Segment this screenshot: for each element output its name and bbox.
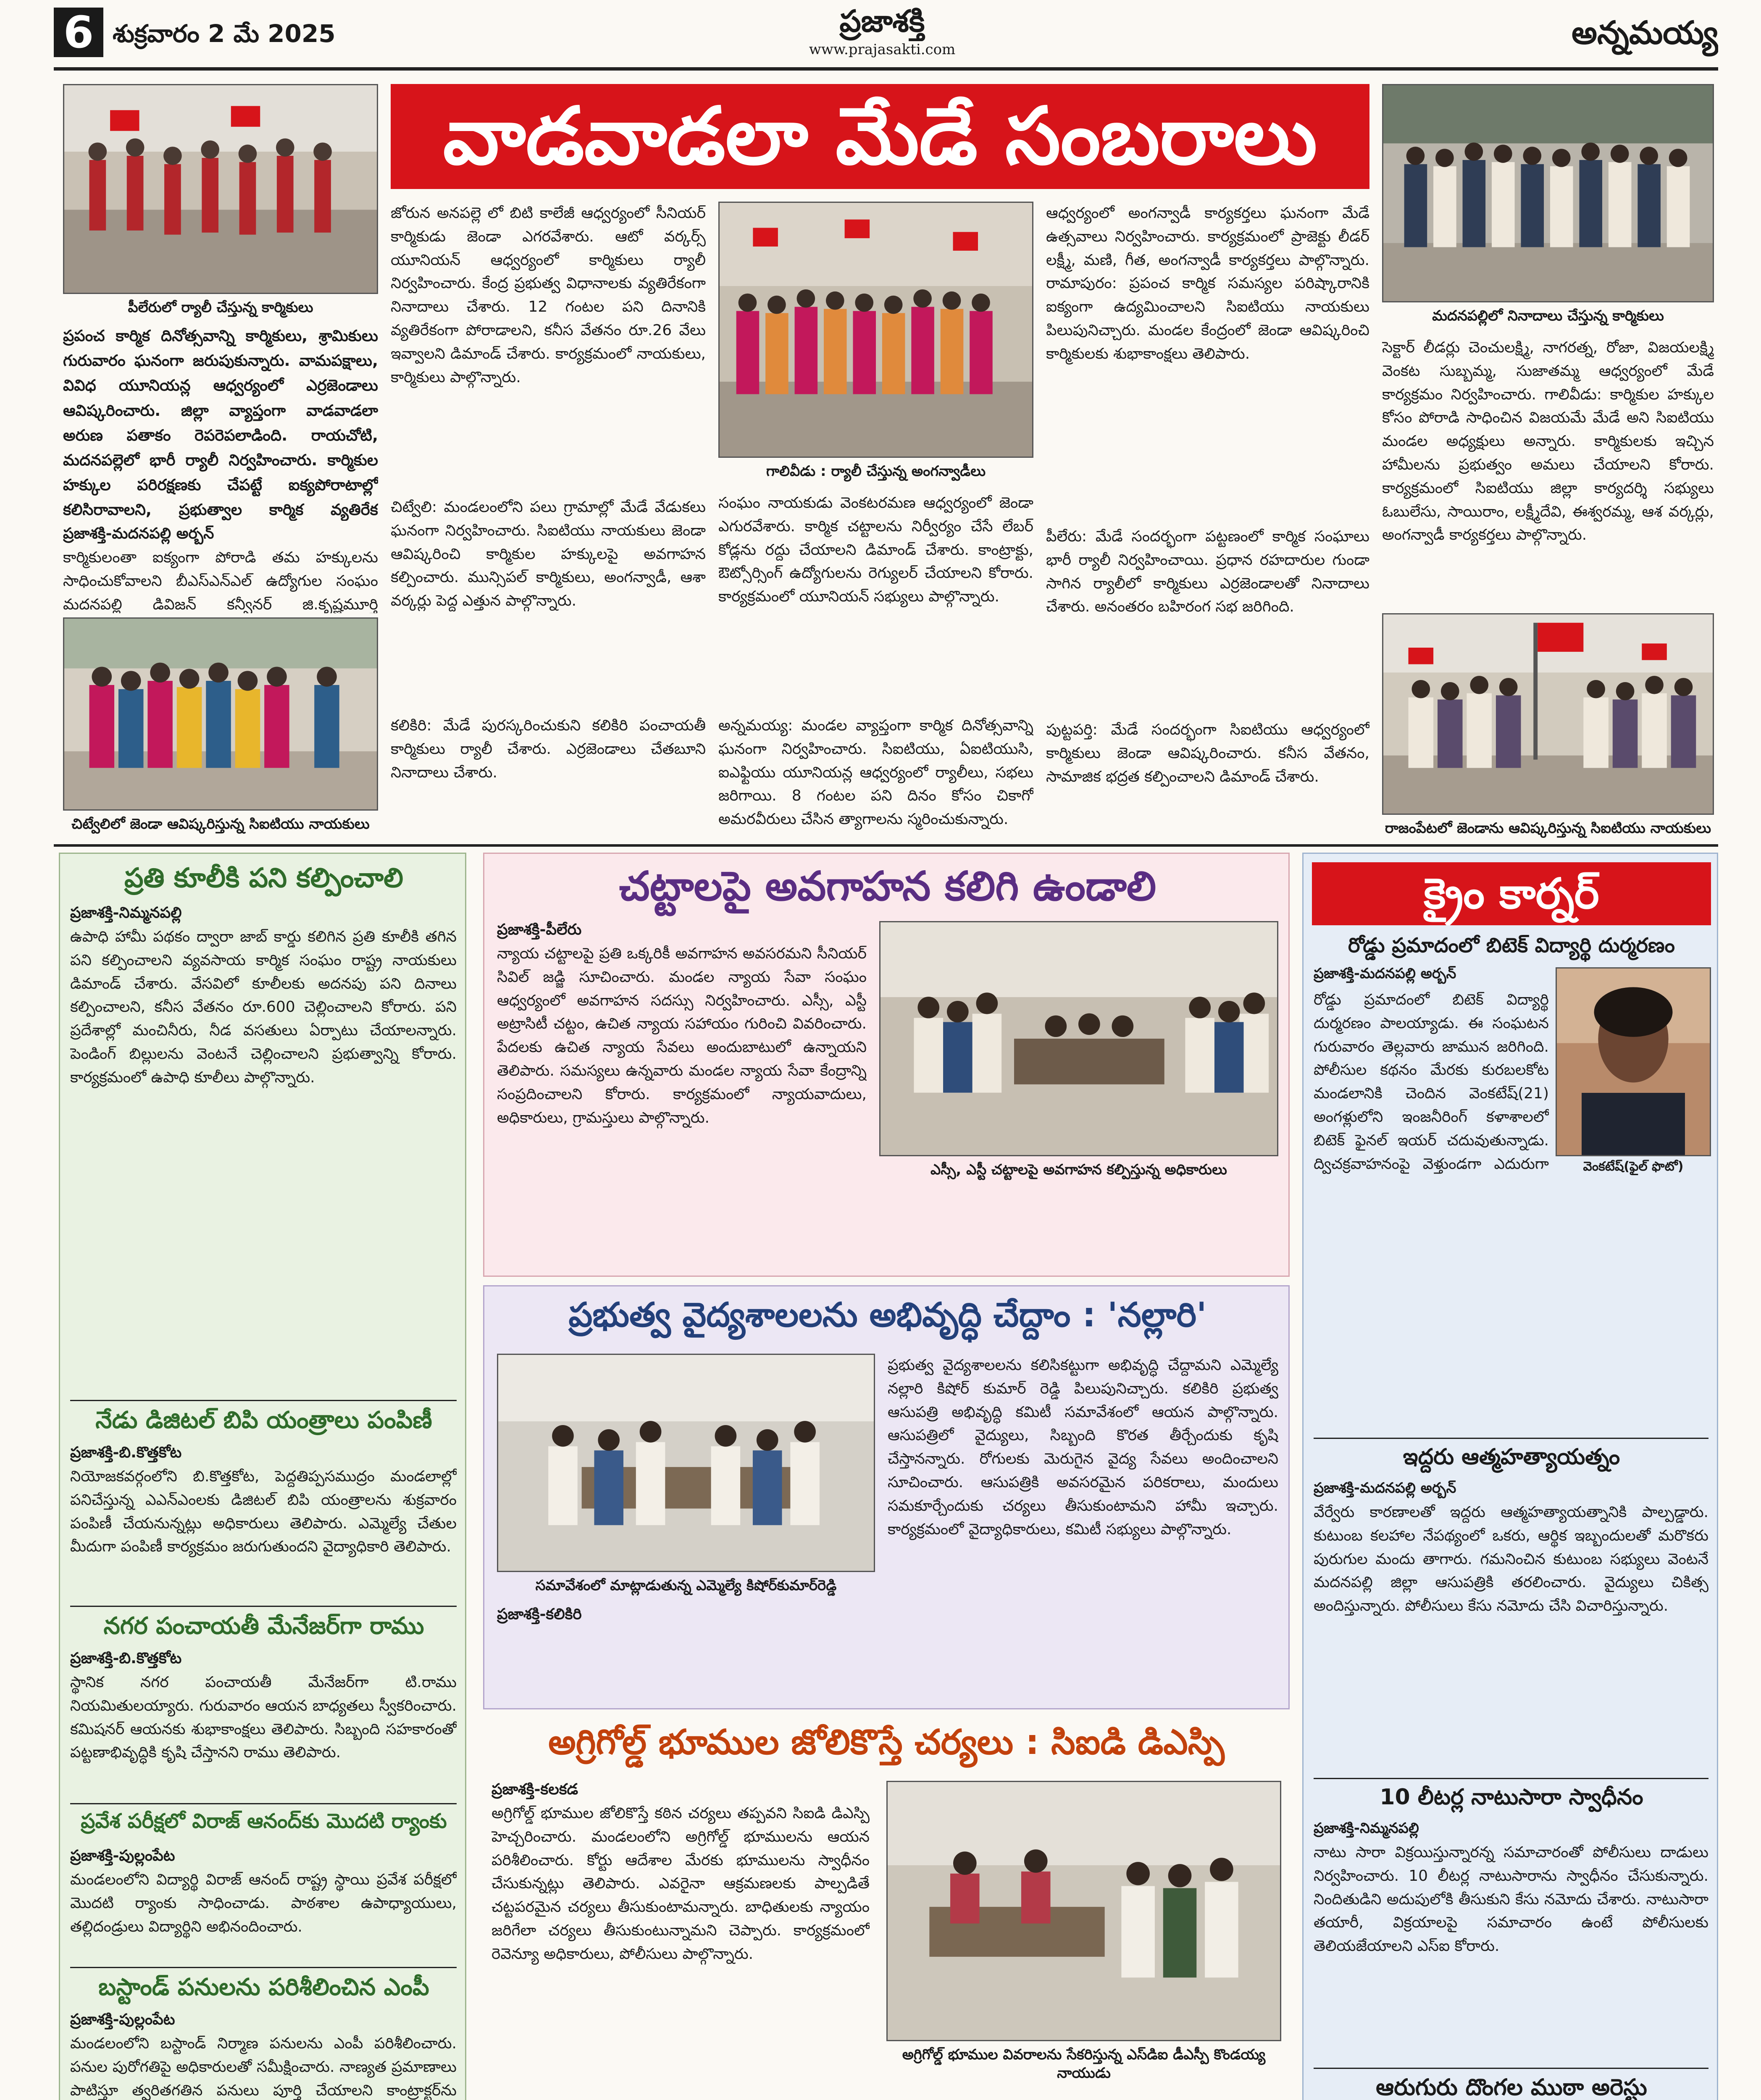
lead-headline: వాడవాడలా మేడే సంబరాలు: [443, 90, 1317, 182]
left-s4-dateline: ప్రజాశక్తి-పుల్లంపేట: [70, 1847, 175, 1864]
lead-body-4: కలికిరి: మేడే పురస్కరించుకుని కలికిరి పంచాయతీ కార్మికులు ర్యాలీ చేశారు. ఎర్రజెండాలు చేతబూని నినాదాలు చేశారు.: [391, 717, 706, 781]
caption-crime-s1: వెంకటేష్(ఫైల్ ఫొటో): [1583, 1159, 1684, 1174]
crime-s1-dateline: ప్రజాశక్తి-మదనపల్లి అర్బన్: [1314, 965, 1456, 982]
crime-s3-body: నాటు సారా విక్రయిస్తున్నారన్న సమాచారంతో పోలీసులు దాడులు నిర్వహించారు. 10 లీటర్ల నాటుసారాను స్వాధీనం చేసుకున్నారు. నిందితుడిని అదుపులోకి తీసుకుని కేసు నమోదు చేశారు. నాటుసారా తయారీ, విక్రయాలపై సమాచారం ఉంటే పోలీసులకు తెలియజేయాలని ఎస్ఐ కోరారు.: [1314, 1844, 1708, 1955]
website: www.prajasakti.com: [809, 41, 956, 58]
center-s1-box: [483, 853, 1290, 1277]
left-s3-headline: నగర పంచాయతీ మేనేజర్‌గా రాము: [103, 1612, 424, 1640]
center-s3-body: అగ్రిగోల్డ్ భూముల జోలికొస్తే కఠిన చర్యలు తప్పవని సిఐడి డిఎస్పి హెచ్చరించారు. మండలంలోని అగ్రిగోల్డ్ భూములను ఆయన పరిశీలించారు. కోర్టు ఆదేశాల మేరకు భూములను స్వాధీనం చేసుకున్నట్లు తెలిపారు. ఎవరైనా ఆక్రమణలకు పాల్పడితే చట్టపరమైన చర్యలు తీసుకుంటామన్నారు. బాధితులకు న్యాయం జరిగేలా చర్యలు తీసుకుంటున్నామని చెప్పారు. కార్యక్రమంలో రెవెన్యూ అధికారులు, పోలీసులు పాల్గొన్నారు.: [492, 1805, 870, 1963]
masthead-rule: [54, 67, 1718, 71]
left-s2-headline: నేడు డిజిటల్ బిపి యంత్రాలు పంపిణీ: [95, 1407, 432, 1434]
paper-name: ప్రజాశక్తి: [839, 3, 925, 39]
left-s1-body: ఉపాధి హామీ పథకం ద్వారా జాబ్ కార్డు కలిగిన ప్రతి కూలీకి తగిన పని కల్పించాలని వ్యవసాయ కార్మిక సంఘం రాష్ట్ర నాయకులు డిమాండ్ చేశారు. వేసవిలో కూలీలకు అదనపు పని దినాలు కల్పించాలని, కనీస వేతనం రూ.600 చెల్లించాలని కోరారు. పని ప్రదేశాల్లో మంచినీరు, నీడ వసతులు ఏర్పాటు చేయాలన్నారు. పెండింగ్ బిల్లులను వెంటనే చెల్లించాలని ప్రభుత్వాన్ని కోరారు. కార్యక్రమంలో ఉపాధి కూలీలు పాల్గొన్నారు.: [70, 928, 457, 1086]
left-sep-3: [70, 1803, 457, 1804]
center-s2-dateline: ప్రజాశక్తి-కలికిరి: [497, 1606, 582, 1623]
photo-hospital-meeting: [497, 1354, 875, 1572]
left-s4-body: మండలంలోని విద్యార్థి విరాజ్ ఆనంద్ రాష్ట్ర స్థాయి ప్రవేశ పరీక్షలో మొదటి ర్యాంకు సాధించాడు. పాఠశాల ఉపాధ్యాయులు, తల్లిదండ్రులు విద్యార్థిని అభినందించారు.: [70, 1871, 457, 1935]
crime-s3-headline: 10 లీటర్ల నాటుసారా స్వాధీనం: [1380, 1785, 1643, 1810]
crime-s2-dateline: ప్రజాశక్తి-మదనపల్లి అర్బన్: [1314, 1480, 1456, 1496]
photo-venkatesh: [1556, 967, 1711, 1156]
lead-body-7: ఆధ్వర్యంలో అంగన్వాడీ కార్యకర్తలు ఘనంగా మేడే ఉత్సవాలు నిర్వహించారు. కార్యక్రమంలో ప్రాజెక్టు లీడర్ లక్ష్మీ, మణి, గీత, అంగన్వాడీ కార్యకర్తలు పాల్గొన్నారు. రామాపురం: ప్రపంచ కార్మిక సమస్యల పరిష్కారానికి ఐక్యంగా ఉద్యమించాలని సిఐటియు నాయకులు పిలుపునిచ్చారు. మండల కేంద్రంలో జెండా ఆవిష్కరించి కార్మికులకు శుభాకాంక్షలు తెలిపారు.: [1046, 205, 1369, 362]
crime-s3-dateline: ప్రజాశక్తి-నిమ్మనపల్లి: [1314, 1820, 1419, 1837]
left-s4-headline: ప్రవేశ పరీక్షలో విరాజ్ ఆనంద్‌కు మొదటి ర్యాంకు: [81, 1809, 447, 1833]
crime-s2-body: వేర్వేరు కారణాలతో ఇద్దరు ఆత్మహత్యాయత్నానికి పాల్పడ్డారు. కుటుంబ కలహాల నేపథ్యంలో ఒకరు, ఆర్థిక ఇబ్బందులతో మరొకరు పురుగుల మందు తాగారు. గమనించిన కుటుంబ సభ్యులు వెంటనే మదనపల్లి జిల్లా ఆసుపత్రికి తరలించారు. వైద్యులు చికిత్స అందిస్తున్నారు. పోలీసులు కేసు నమోదు చేసి విచారిస్తున్నారు.: [1314, 1504, 1708, 1615]
caption-center-s1: ఎస్సీ, ఎస్టీ చట్టాలపై అవగాహన కల్పిస్తున్న అధికారులు: [930, 1161, 1227, 1178]
crime-corner-title: క్రైం కార్నర్: [1424, 869, 1599, 918]
center-s2-box: [483, 1285, 1290, 1709]
crime-sep-2: [1314, 1778, 1708, 1779]
masthead: [0, 0, 1761, 63]
lead-dateline: ప్రజాశక్తి-మదనపల్లి అర్బన్: [63, 525, 214, 542]
crime-s1-body: రోడ్డు ప్రమాదంలో బిటెక్ విద్యార్థి దుర్మరణం పాలయ్యాడు. ఈ సంఘటన గురువారం తెల్లవారు జామున జరిగింది. పోలీసుల కథనం మేరకు కురబలకోట మండలానికి చెందిన వెంకటేష్(21) అంగళ్లులోని ఇంజనీరింగ్ కళాశాలలో బిటెక్ ఫైనల్ ఇయర్ చదువుతున్నాడు. ద్విచక్రవాహనంపై వెళ్తుండగా ఎదురుగా: [1314, 991, 1549, 1173]
photo-rajampet-flag: [1382, 613, 1714, 815]
left-s2-dateline: ప్రజాశక్తి-బి.కొత్తకోట: [70, 1444, 182, 1461]
caption-center-s3: అగ్రిగోల్డ్ భూముల వివరాలను సేకరిస్తున్న ఎస్‌డిఐ డీఎస్పీ కొండయ్య నాయుడు: [902, 2046, 1266, 2082]
photo-awareness-meeting: [879, 921, 1278, 1156]
crime-s4-headline: ఆరుగురు దొంగల ముఠా అరెస్టు: [1376, 2074, 1647, 2100]
left-sep-1: [70, 1400, 457, 1401]
lead-body-5: సంఘం నాయకుడు వెంకటరమణ ఆధ్వర్యంలో జెండా ఎగురవేశారు. కార్మిక చట్టాలను నిర్వీర్యం చేసే లేబర్ కోడ్లను రద్దు చేయాలని డిమాండ్ చేశారు. కాంట్రాక్టు, ఔట్సోర్సింగ్ ఉద్యోగులను రెగ్యులర్ చేయాలని కోరారు. కార్యక్రమంలో యూనియన్ సభ్యులు పాల్గొన్నారు.: [718, 494, 1033, 606]
lead-body-8: పీలేరు: మేడే సందర్భంగా పట్టణంలో కార్మిక సంఘాలు భారీ ర్యాలీ నిర్వహించాయి. ప్రధాన రహదారుల గుండా సాగిన ర్యాలీలో కార్మికులు ఎర్రజెండాలతో నినాదాలు చేశారు. అనంతరం బహిరంగ సభ జరిగింది.: [1046, 528, 1369, 616]
caption-center-s2: సమావేశంలో మాట్లాడుతున్న ఎమ్మెల్యే కిషోర్‌కుమార్‌రెడ్డి: [535, 1577, 837, 1594]
caption-p4: మదనపల్లిలో నినాదాలు చేస్తున్న కార్మికులు: [1432, 307, 1664, 324]
left-sep-4: [70, 1967, 457, 1968]
lead-body-6: అన్నమయ్య: మండల వ్యాప్తంగా కార్మిక దినోత్సవాన్ని ఘనంగా నిర్వహించారు. సిఐటియు, ఏఐటియుసి, ఐఎఫ్టియు యూనియన్ల ఆధ్వర్యంలో ర్యాలీలు, సభలు జరిగాయి. 8 గంటల పని దినం కోసం చికాగో అమరవీరులు చేసిన త్యాగాలను స్మరించుకున్నారు.: [718, 717, 1033, 828]
left-column-box: [59, 853, 466, 2100]
lead-body-10: సెక్టార్ లీడర్లు చెంచులక్ష్మి, నాగరత్న, రోజా, విజయలక్ష్మి వెంకట సుబ్బమ్మ, సుజాతమ్మ ఆధ్వర్యంలో మేడే కార్యక్రమం నిర్వహించారు. గాలివీడు: కార్మికుల హక్కుల కోసం పోరాడి సాధించిన విజయమే మేడే అని సిఐటియు మండల అధ్యక్షులు అన్నారు. కార్మికులకు ఇచ్చిన హామీలను ప్రభుత్వం అమలు చేయాలని కోరారు. కార్యక్రమంలో సిఐటియు జిల్లా కార్యదర్శి సభ్యులు ఓబులేసు, సాయిరాం, లక్ష్మీదేవి, ఈశ్వరమ్మ, ఆశ వర్కర్లు, అంగన్వాడీ కార్యకర్తలు పాల్గొన్నారు.: [1382, 339, 1714, 544]
lead-headline-banner: [391, 84, 1369, 189]
crime-s2-headline: ఇద్దరు ఆత్మహత్యాయత్నం: [1403, 1444, 1620, 1470]
photo-chitveli-flag: [63, 617, 378, 811]
caption-p1: పీలేరులో ర్యాలీ చేస్తున్న కార్మికులు: [128, 299, 313, 316]
center-s3-headline: అగ్రిగోల్డ్ భూముల జోలికొస్తే చర్యలు : సిఐడి డిఎస్పి: [548, 1722, 1225, 1762]
issue-date: శుక్రవారం 2 మే 2025: [113, 19, 336, 48]
left-s5-headline: బస్టాండ్ పనులను పరిశీలించిన ఎంపీ: [98, 1974, 429, 2001]
crime-s1-headline: రోడ్డు ప్రమాదంలో బిటెక్ విద్యార్థి దుర్మరణం: [1348, 934, 1675, 957]
caption-p2: చిట్వేలిలో జెండా ఆవిష్కరిస్తున్న సిఐటియు నాయకులు: [71, 816, 370, 832]
lead-bottom-rule: [54, 844, 1718, 847]
photo-galiveedu-anganwadi: [718, 202, 1033, 458]
center-s1-dateline: ప్రజాశక్తి-పీలేరు: [497, 921, 582, 938]
center-s1-body: న్యాయ చట్టాలపై ప్రతి ఒక్కరికీ అవగాహన అవసరమని సీనియర్ సివిల్ జడ్జి సూచించారు. మండల న్యాయ సేవా సంఘం ఆధ్వర్యంలో అవగాహన సదస్సు నిర్వహించారు. ఎస్సీ, ఎస్టీ అట్రాసిటీ చట్టం, ఉచిత న్యాయ సహాయం గురించి వివరించారు. పేదలకు ఉచిత న్యాయ సేవలు అందుబాటులో ఉన్నాయని తెలిపారు. సమస్యలు ఉన్నవారు మండల న్యాయ సేవా కేంద్రాన్ని సంప్రదించాలని కోరారు. కార్యక్రమంలో న్యాయవాదులు, అధికారులు, గ్రామస్తులు పాల్గొన్నారు.: [497, 945, 867, 1126]
photo-madanapalli-slogans: [1382, 84, 1714, 302]
lead-body-2: జోరున అనపల్లె లో బిటి కాలేజీ ఆధ్వర్యంలో సీనియర్ కార్మికుడు జెండా ఎగరవేశారు. ఆటో వర్కర్స్ యూనియన్ ఆధ్వర్యంలో కార్మికులు ర్యాలీ నిర్వహించారు. కేంద్ర ప్రభుత్వ విధానాలకు వ్యతిరేకంగా నినాదాలు చేశారు. 12 గంటల పని దినానికి వ్యతిరేకంగా పోరాడాలని, కనీస వేతనం రూ.26 వేలు ఇవ్వాలని డిమాండ్ చేశారు. కార్యక్రమంలో నాయకులు, కార్మికులు పాల్గొన్నారు.: [391, 205, 706, 386]
crime-corner-banner: [1312, 862, 1711, 925]
lead-intro: ప్రపంచ కార్మిక దినోత్సవాన్ని కార్మికులు, శ్రామికులు గురువారం ఘనంగా జరుపుకున్నారు. వామపక్షాలు, వివిధ యూనియన్ల ఆధ్వర్యంలో ఎర్రజెండాలు ఆవిష్కరించారు. జిల్లా వ్యాప్తంగా వాడవాడలా అరుణ పతాకం రెపరెపలాడింది. రాయచోటి, మదనపల్లెలో భారీ ర్యాలీ నిర్వహించారు. కార్మికుల హక్కుల పరిరక్షణకు చేపట్టే ఐక్యపోరాటాల్లో కలిసిరావాలని, ప్రభుత్వాల కార్మిక వ్యతిరేక: [63, 327, 378, 519]
center-s3-box: [483, 1718, 1290, 2100]
left-s3-body: స్థానిక నగర పంచాయతీ మేనేజర్‌గా టి.రాము నియమితులయ్యారు. గురువారం ఆయన బాధ్యతలు స్వీకరించారు. కమిషనర్ ఆయనకు శుభాకాంక్షలు తెలిపారు. సిబ్బంది సహకారంతో పట్టణాభివృద్ధికి కృషి చేస్తానని రాము తెలిపారు.: [70, 1674, 457, 1761]
lead-body-9: పుట్టపర్తి: మేడే సందర్భంగా సిఐటియు ఆధ్వర్యంలో కార్మికులు జెండా ఆవిష్కరించారు. కనీస వేతనం, సామాజిక భద్రత కల్పించాలని డిమాండ్ చేశారు.: [1046, 721, 1369, 785]
center-s1-headline: చట్టాలపై అవగాహన కలిగి ఉండాలి: [619, 863, 1156, 910]
crime-sep-1: [1314, 1438, 1708, 1439]
caption-p5: రాజంపేటలో జెండాను ఆవిష్కరిస్తున్న సిఐటియు నాయకులు: [1385, 820, 1711, 837]
left-s1-dateline: ప్రజాశక్తి-నిమ్మనపల్లి: [70, 904, 182, 921]
left-s3-dateline: ప్రజాశక్తి-బి.కొత్తకోట: [70, 1650, 182, 1667]
district-name: అన్నమయ్య: [1572, 14, 1718, 51]
lead-body-1: కార్మికులంతా ఐక్యంగా పోరాడి తమ హక్కులను సాధించుకోవాలని బీఎస్ఎన్ఎల్ ఉద్యోగుల సంఘం మదనపల్లి డివిజన్ కన్వీనర్ జి.కృష్ణమూర్తి: [63, 549, 378, 613]
caption-p3: గాలివీడు : ర్యాలీ చేస్తున్న అంగన్వాడీలు: [766, 463, 986, 480]
lead-body-3: చిట్వేలి: మండలంలోని పలు గ్రామాల్లో మేడే వేడుకలు ఘనంగా నిర్వహించారు. సిఐటియు నాయకులు జెండా ఆవిష్కరించి కార్మికుల హక్కులపై అవగాహన కల్పించారు. మున్సిపల్ కార్మికులు, అంగన్వాడీ, ఆశా వర్కర్లు పెద్ద ఎత్తున పాల్గొన్నారు.: [391, 499, 706, 610]
center-s3-dateline: ప్రజాశక్తి-కలకడ: [492, 1781, 578, 1798]
center-s2-body: ప్రభుత్వ వైద్యశాలలను కలిసికట్టుగా అభివృద్ధి చేద్దామని ఎమ్మెల్యే నల్లారి కిషోర్ కుమార్ రెడ్డి పిలుపునిచ్చారు. కలికిరి ప్రభుత్వ ఆసుపత్రి అభివృద్ధి కమిటీ సమావేశంలో ఆయన పాల్గొన్నారు. ఆసుపత్రిలో వైద్యులు, సిబ్బంది కొరత తీర్చేందుకు కృషి చేస్తానన్నారు. రోగులకు మెరుగైన వైద్య సేవలు అందించాలని సూచించారు. ఆసుపత్రికి అవసరమైన పరికరాలు, మందులు సమకూర్చేందుకు చర్యలు తీసుకుంటామని హామీ ఇచ్చారు. కార్యక్రమంలో వైద్యాధికారులు, కమిటీ సభ్యులు పాల్గొన్నారు.: [888, 1357, 1278, 1538]
left-s5-body: మండలంలోని బస్టాండ్ నిర్మాణ పనులను ఎంపీ పరిశీలించారు. పనుల పురోగతిపై అధికారులతో సమీక్షించారు. నాణ్యత ప్రమాణాలు పాటిస్తూ త్వరితగతిన పనులు పూర్తి చేయాలని కాంట్రాక్టర్‌ను: [70, 2035, 457, 2099]
crime-corner-box: [1302, 853, 1718, 2100]
left-sep-2: [70, 1606, 457, 1607]
center-s2-headline: ప్రభుత్వ వైద్యశాలలను అభివృద్ధి చేద్దాం : 'నల్లారి': [568, 1295, 1207, 1334]
left-s2-body: నియోజకవర్గంలోని బి.కొత్తకోట, పెద్దతిప్పసముద్రం మండలాల్లో పనిచేస్తున్న ఎఎన్ఎంలకు డిజిటల్ బిపి యంత్రాలను శుక్రవారం పంపిణీ చేయనున్నట్లు అధికారులు తెలిపారు. ఎమ్మెల్యే చేతుల మీదుగా పంపిణీ కార్యక్రమం జరుగుతుందని వైద్యాధికారి తెలిపారు.: [70, 1468, 457, 1556]
left-s5-dateline: ప్రజాశక్తి-పుల్లంపేట: [70, 2011, 175, 2028]
left-s1-headline: ప్రతి కూలీకి పని కల్పించాలి: [124, 863, 404, 894]
page-number: 6: [54, 8, 103, 57]
photo-rally-pileru: [63, 84, 378, 294]
crime-sep-3: [1314, 2068, 1708, 2069]
photo-agrigold-inspection: [886, 1781, 1281, 2041]
